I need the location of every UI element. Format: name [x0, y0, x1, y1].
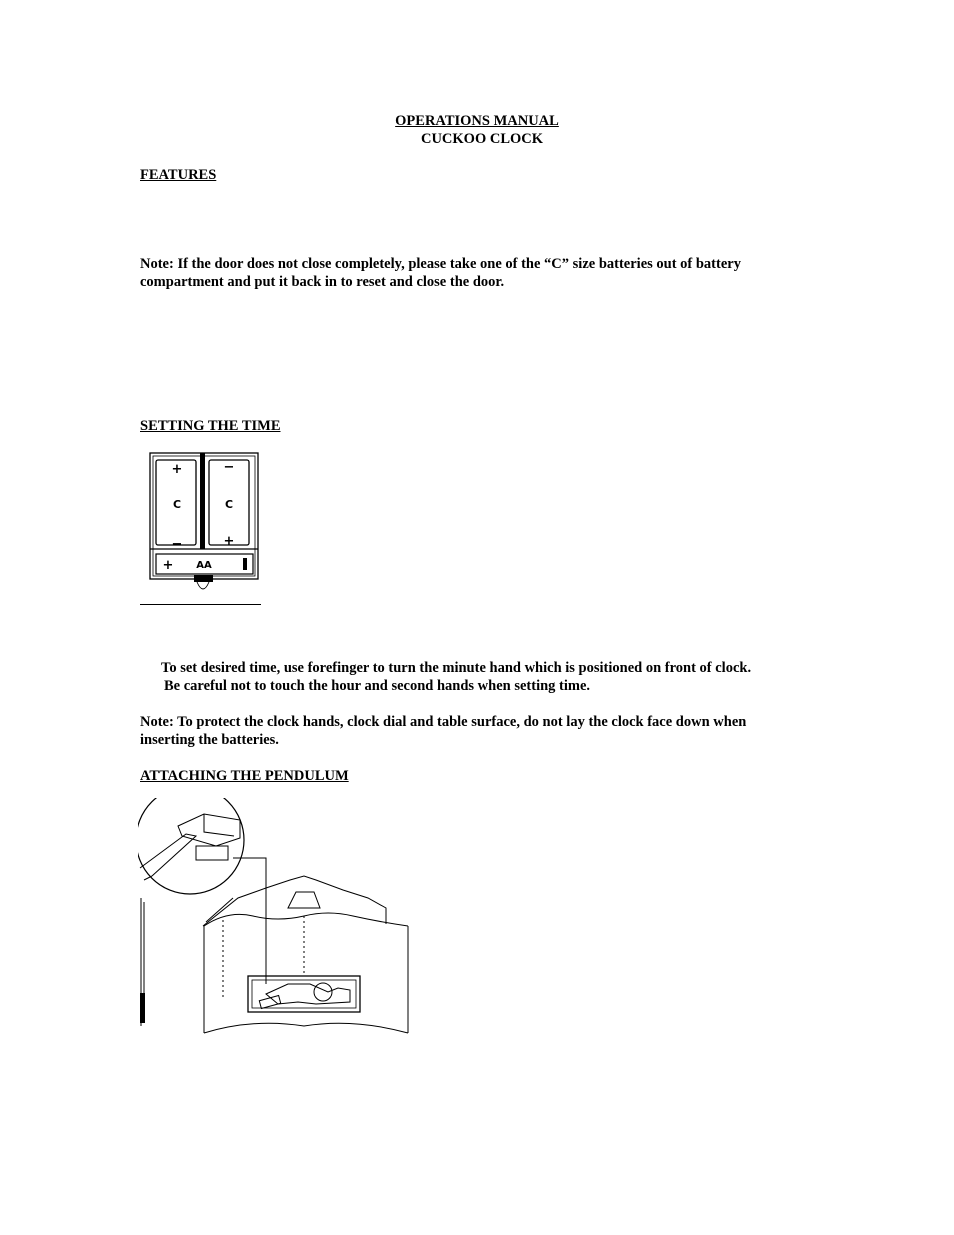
features-note-line2: compartment and put it back in to reset and close the door. — [140, 274, 505, 290]
c-cell-right-plus: + — [223, 534, 235, 549]
c-cell-left-minus: − — [171, 537, 183, 552]
figure-underline — [140, 604, 261, 605]
c-cell-left-label: C — [172, 498, 182, 511]
setting-time-note-line2: inserting the batteries. — [140, 732, 279, 748]
setting-time-instruction-line2: Be careful not to touch the hour and second hands when setting time. — [164, 678, 591, 694]
features-heading: FEATURES — [140, 167, 217, 183]
aa-cell-label: AA — [196, 560, 212, 571]
pendulum-heading: ATTACHING THE PENDULUM — [140, 768, 349, 784]
setting-time-note-line1: Note: To protect the clock hands, clock dial and table surface, do not lay the clock face down when — [140, 714, 747, 730]
c-cell-left-plus: + — [171, 462, 183, 477]
pendulum-attachment-diagram — [138, 798, 413, 1036]
c-cell-right-minus: − — [223, 460, 235, 475]
aa-cell-plus: + — [162, 558, 174, 573]
setting-time-heading: SETTING THE TIME — [140, 418, 281, 434]
battery-compartment-diagram — [148, 451, 263, 601]
setting-time-instruction-line1: To set desired time, use forefinger to turn the minute hand which is positioned on front of clock. — [161, 660, 752, 676]
document-subtitle: CUCKOO CLOCK — [420, 131, 544, 147]
document-title: OPERATIONS MANUAL — [395, 113, 559, 129]
c-cell-right-label: C — [224, 498, 234, 511]
features-note-line1: Note: If the door does not close completely, please take one of the “C” size batteries out of battery — [140, 256, 741, 272]
